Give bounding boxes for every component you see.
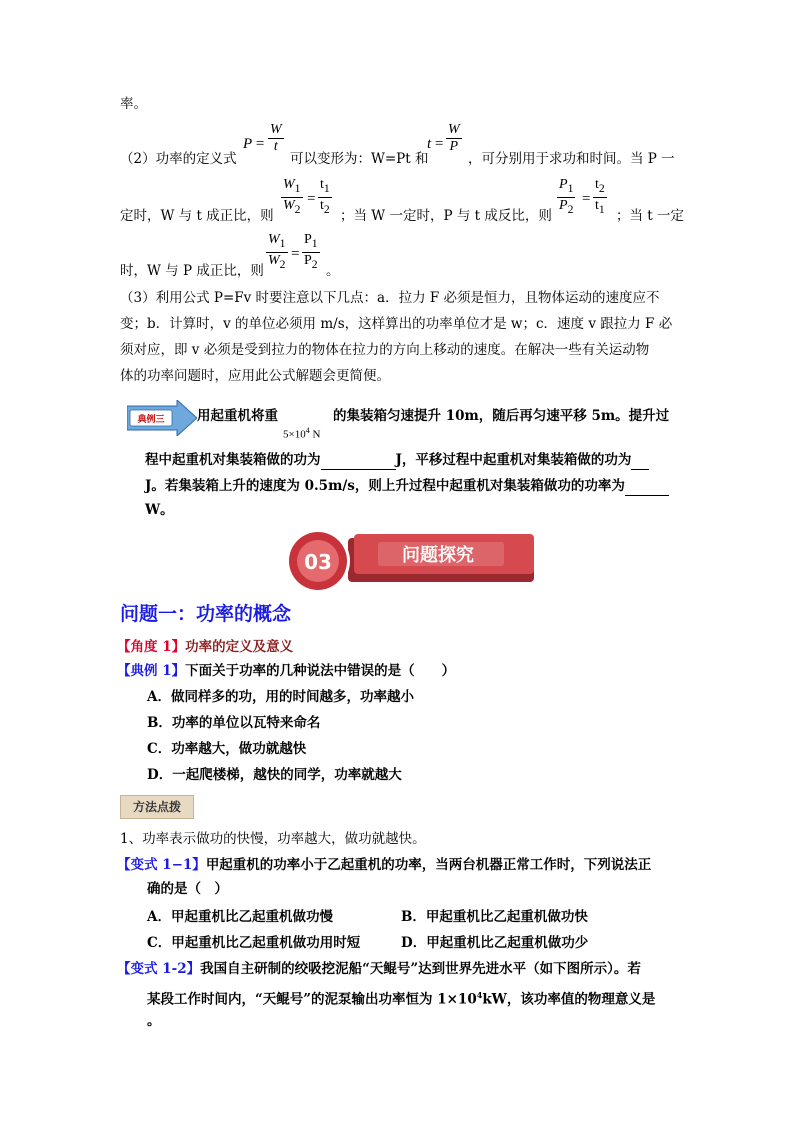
variant-text: 。 xyxy=(147,1013,161,1029)
var-w: W xyxy=(268,232,280,247)
variant-text: 某段工作时间内，“天鲲号”的泥泵输出功率恒为 1×10 xyxy=(147,991,477,1008)
answer-blank[interactable] xyxy=(631,451,649,470)
text-line: 变；b．计算时，v 的单位必须用 m/s，这样算出的功率单位才是 w；c．速度 v 跟拉力 F 必 xyxy=(120,316,673,332)
text-fragment: 定时，W 与 t 成正比，则 xyxy=(120,208,274,224)
variant-text xyxy=(147,986,655,1009)
eq-sign: = xyxy=(291,246,300,262)
var-t: t xyxy=(320,197,324,213)
text-fragment: 的集装箱匀速提升 10m，随后再匀速平移 5m。提升过 xyxy=(333,408,670,424)
variant-1-1-line xyxy=(117,856,651,874)
option-c[interactable]: C．功率越大，做功就越快 xyxy=(147,741,307,757)
variant-text: 确的是（ ） xyxy=(147,881,228,897)
text-fragment: 时，W 与 P 成正比，则 xyxy=(120,263,264,279)
fraction-t2-t1 xyxy=(593,177,607,218)
angle-line xyxy=(117,638,293,656)
text-line: 须对应，即 v 必须是受到拉力的物体在拉力的方向上移动的速度。在解决一些有关运动物 xyxy=(120,342,650,358)
var-t: t xyxy=(427,136,432,152)
force-unit: N xyxy=(312,428,321,441)
sub: 2 xyxy=(294,202,301,216)
text-line: （3）利用公式 P=Fv 时要注意以下几点：a．拉力 F 必须是恒力，且物体运动的速度应不 xyxy=(120,290,660,306)
force-mantissa: 5×10 xyxy=(283,428,306,441)
sub: 2 xyxy=(279,257,286,271)
fraction-w-over-p xyxy=(446,122,462,155)
var-p: P xyxy=(243,136,253,152)
sub: 1 xyxy=(598,202,605,216)
eq-sign: = xyxy=(255,136,265,152)
sub: 1 xyxy=(311,236,318,250)
fraction-t1-t2 xyxy=(318,177,332,218)
method-tag: 方法点拨 xyxy=(120,795,194,819)
text-fragment: W。 xyxy=(145,502,174,518)
option-b[interactable]: B．甲起重机比乙起重机做功快 xyxy=(401,909,588,925)
var-p: P xyxy=(559,177,568,192)
var-t: t xyxy=(595,197,599,213)
var-w: W xyxy=(283,177,295,192)
sub: 2 xyxy=(311,257,318,271)
text-fragment xyxy=(145,477,669,496)
sub: 1 xyxy=(323,181,330,195)
option-d[interactable]: D．一起爬楼梯，越快的同学，功率就越大 xyxy=(147,767,402,783)
sub: 1 xyxy=(279,236,286,250)
sub: 2 xyxy=(323,202,330,216)
eq-sign: = xyxy=(307,191,316,207)
fraction-p1-p2 xyxy=(557,177,575,218)
example1-line xyxy=(117,662,455,680)
variant-1-2-line xyxy=(117,960,641,978)
text-line: 率。 xyxy=(120,96,147,112)
angle-label: 【角度 1】 xyxy=(117,639,186,655)
text-fragment xyxy=(145,451,649,470)
section-title: 问题探究 xyxy=(402,545,474,566)
text-line xyxy=(120,150,237,168)
variant-text: 我国自主研制的绞吸挖泥船“天鲲号”达到世界先进水平（如下图所示）。若 xyxy=(200,961,641,977)
variant-text: 甲起重机的功率小于乙起重机的功率，当两台机器正常工作时，下列说法正 xyxy=(205,857,652,873)
answer-blank[interactable] xyxy=(321,451,396,470)
fraction-p1-p2 xyxy=(302,232,320,273)
text-fragment: （2）功率的定义式 xyxy=(120,151,237,167)
variant-label: 【变式 1−1】 xyxy=(117,857,206,873)
var-t: t xyxy=(320,177,324,192)
formula-p xyxy=(243,136,264,153)
option-a[interactable]: A．甲起重机比乙起重机做功慢 xyxy=(147,909,333,925)
text-fragment: 用起重机将重 xyxy=(197,408,278,424)
example-label: 【典例 1】 xyxy=(117,663,186,679)
var-p: P xyxy=(304,252,312,268)
force-value xyxy=(283,422,320,444)
var-t: t xyxy=(595,177,599,192)
sub: 1 xyxy=(567,181,574,195)
text-fragment: 可以变形为：W=Pt 和 xyxy=(290,151,429,167)
eq-sign: = xyxy=(582,191,591,207)
var-w: W xyxy=(268,252,280,268)
section-number: 03 xyxy=(304,550,332,574)
text-fragment: ，可分别用于求功和时间。当 P 一 xyxy=(468,151,675,167)
fraction-w1-w2 xyxy=(266,232,288,273)
sub: 2 xyxy=(567,202,574,216)
text-line: 体的功率问题时，应用此公式解题会更简便。 xyxy=(120,368,390,384)
var-p: P xyxy=(449,139,459,154)
example-arrow-icon xyxy=(127,400,197,436)
option-d[interactable]: D．甲起重机比乙起重机做功少 xyxy=(401,935,589,951)
text-fragment: ；当 W 一定时，P 与 t 成反比，则 xyxy=(340,208,552,224)
var-t: t xyxy=(273,139,278,154)
fraction-w1-w2 xyxy=(281,177,303,218)
sub: 1 xyxy=(294,181,301,195)
var-p: P xyxy=(304,232,312,247)
angle-text: 功率的定义及意义 xyxy=(185,639,294,655)
option-a[interactable]: A．做同样多的功，用的时间越多，功率越小 xyxy=(147,689,414,705)
text-fragment: 程中起重机对集装箱做的功为 xyxy=(145,452,321,468)
problem-heading: 问题一：功率的概念 xyxy=(120,603,292,625)
var-w: W xyxy=(283,197,295,213)
variant-label: 【变式 1-2】 xyxy=(117,961,201,977)
option-b[interactable]: B．功率的单位以瓦特来命名 xyxy=(147,715,321,731)
option-c[interactable]: C．甲起重机比乙起重机做功用时短 xyxy=(147,935,361,951)
section-header xyxy=(288,530,538,596)
example-text: 下面关于功率的几种说法中错误的是（ ） xyxy=(185,663,456,679)
sub: 2 xyxy=(598,181,605,195)
eq-sign: = xyxy=(434,136,444,152)
example-tag: 典例三 xyxy=(137,415,165,425)
var-w: W xyxy=(270,122,282,137)
method-text: 1、功率表示做功的快慢，功率越大，做功就越快。 xyxy=(120,831,426,847)
text-fragment: ；当 t 一定 xyxy=(616,208,685,224)
text-fragment: J。若集装箱上升的速度为 0.5m/s，则上升过程中起重机对集装箱做功的功率为 xyxy=(145,478,625,494)
exponent: 4 xyxy=(476,990,483,1000)
answer-blank[interactable] xyxy=(625,477,669,496)
text-fragment: 。 xyxy=(326,263,340,279)
force-exponent: 4 xyxy=(305,426,310,435)
var-p: P xyxy=(559,197,568,213)
text-fragment: J，平移过程中起重机对集装箱做的功为 xyxy=(395,452,632,468)
var-w: W xyxy=(448,122,460,137)
formula-t xyxy=(427,136,443,153)
fraction-w-over-t xyxy=(268,122,284,155)
variant-text: kW，该功率值的物理意义是 xyxy=(482,991,656,1008)
